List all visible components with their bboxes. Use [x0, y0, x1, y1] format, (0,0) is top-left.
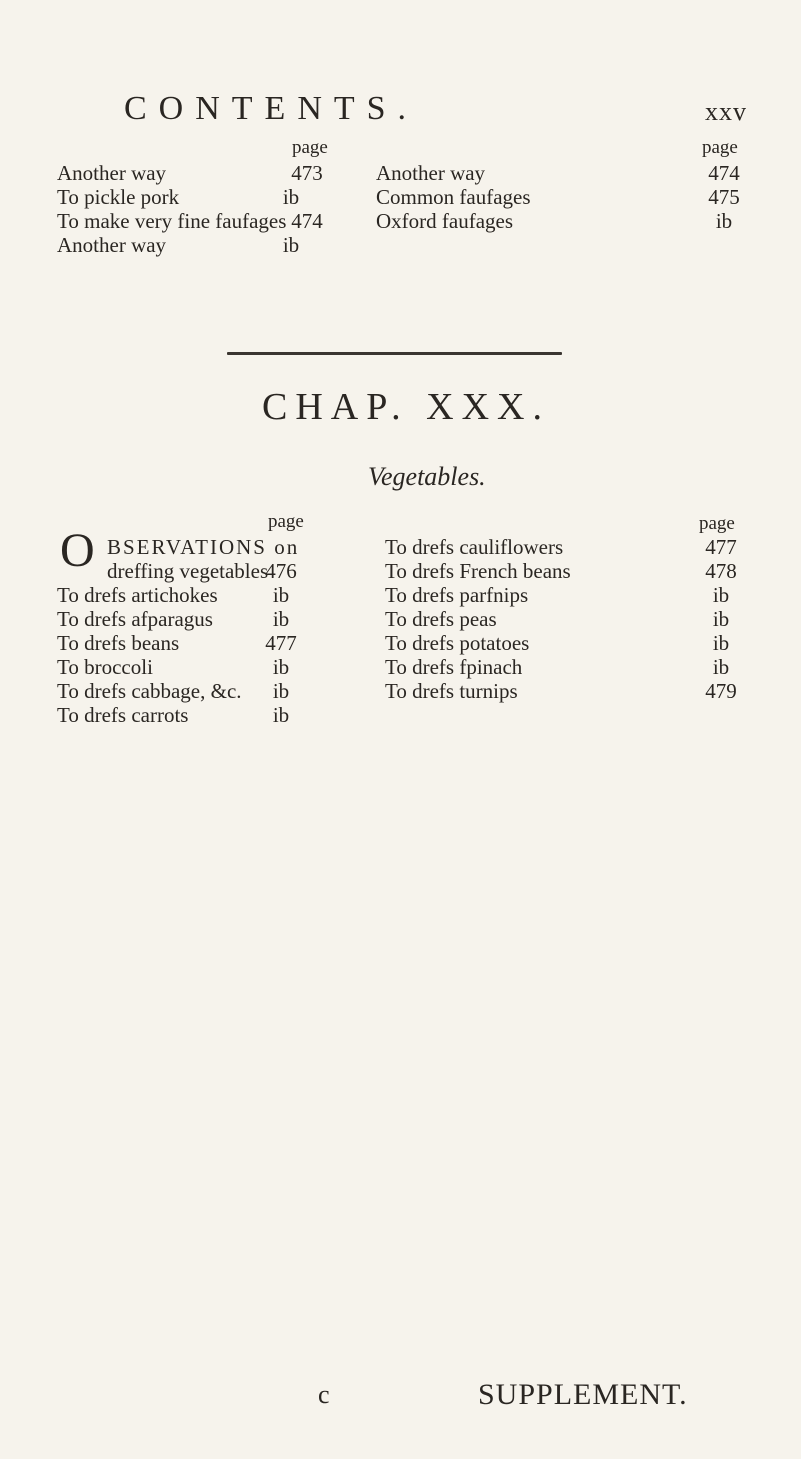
list-item-text: To broccoli — [57, 655, 153, 679]
list-item-text: To drefs cabbage, &c. — [57, 679, 242, 703]
catchword: SUPPLEMENT. — [478, 1378, 688, 1411]
list-item-text: To make very fine faufages — [57, 209, 287, 233]
list-item-page: 474 — [291, 209, 323, 233]
list-item-text: Another way — [57, 161, 167, 185]
page-label: page — [699, 513, 735, 534]
section-divider — [227, 352, 562, 355]
list-item-page: ib — [712, 583, 730, 607]
list-item-text: To drefs fpinach — [385, 655, 523, 679]
list-item-page: ib — [715, 209, 733, 233]
list-item-page: ib — [712, 607, 730, 631]
list-item-page: 479 — [705, 679, 737, 703]
list-item-text: Another way — [57, 233, 167, 257]
list-item-text: BSERVATIONS on — [107, 535, 300, 559]
page-label: page — [292, 137, 328, 158]
list-item-page: 478 — [705, 559, 737, 583]
list-item-page: ib — [272, 703, 290, 727]
list-item-page: ib — [272, 583, 290, 607]
list-item-page: 477 — [265, 631, 297, 655]
list-item-page: 474 — [708, 161, 740, 185]
list-item-text: To pickle pork — [57, 185, 180, 209]
list-item-text: To drefs afparagus — [57, 607, 213, 631]
list-item-text: To drefs cauliflowers — [385, 535, 564, 559]
list-item-page: 473 — [291, 161, 323, 185]
list-item-text: To drefs beans — [57, 631, 180, 655]
list-item-text: To drefs potatoes — [385, 631, 530, 655]
list-item-page: 476 — [265, 559, 297, 583]
list-item-page: ib — [272, 679, 290, 703]
list-item-text: To drefs artichokes — [57, 583, 218, 607]
list-item-text: To drefs carrots — [57, 703, 189, 727]
list-item-text: To drefs turnips — [385, 679, 518, 703]
page-label: page — [702, 137, 738, 158]
list-item-text: To drefs peas — [385, 607, 497, 631]
list-item-page: 475 — [708, 185, 740, 209]
list-item-page: ib — [272, 607, 290, 631]
drop-cap: O — [60, 524, 95, 577]
signature-mark: c — [318, 1380, 330, 1409]
list-item-text: Another way — [376, 161, 486, 185]
list-item-page: ib — [282, 185, 300, 209]
list-item-text: To drefs French beans — [385, 559, 571, 583]
list-item-page: 477 — [705, 535, 737, 559]
page-number: xxv — [705, 97, 747, 126]
running-header: CONTENTS. — [124, 90, 419, 127]
list-item-page: ib — [712, 655, 730, 679]
list-item-page: ib — [272, 655, 290, 679]
list-item-page: ib — [712, 631, 730, 655]
list-item-text: Common faufages — [376, 185, 531, 209]
list-item-page: ib — [282, 233, 300, 257]
chapter-title: CHAP. XXX. — [262, 386, 550, 428]
chapter-subtitle: Vegetables. — [368, 462, 486, 491]
list-item-text: Oxford faufages — [376, 209, 514, 233]
list-item-text: dreffing vegetables — [107, 559, 269, 583]
page-label: page — [268, 511, 304, 532]
list-item-text: To drefs parfnips — [385, 583, 529, 607]
